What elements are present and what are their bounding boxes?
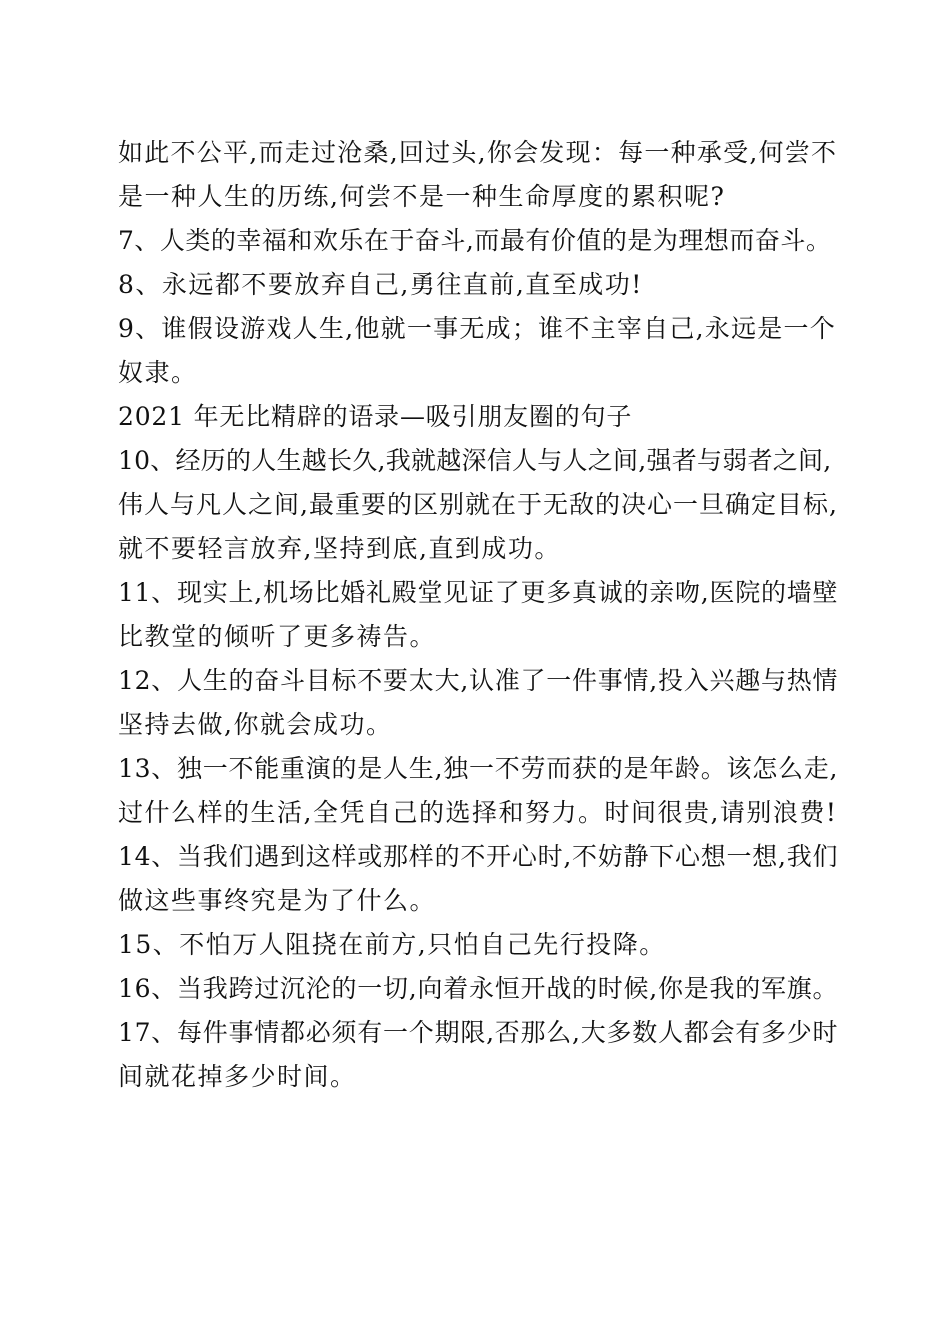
text-line: 坚持去做,你就会成功。	[118, 710, 393, 739]
quote-item-13: 13、独一不能重演的是人生,独一不劳而获的是年龄。该怎么走,	[118, 754, 839, 783]
quote-item-15: 15、不怕万人阻挠在前方,只怕自己先行投降。	[118, 930, 666, 959]
quote-item-16: 16、当我跨过沉沦的一切,向着永恒开战的时候,你是我的军旗。	[118, 974, 839, 1003]
quote-item-7: 7、人类的幸福和欢乐在于奋斗,而最有价值的是为理想而奋斗。	[118, 226, 832, 255]
text-line: 过什么样的生活,全凭自己的选择和努力。时间很贵,请别浪费!	[118, 798, 838, 827]
text-line: 是一种人生的历练,何尝不是一种生命厚度的累积呢?	[118, 182, 726, 211]
text-line: 如此不公平,而走过沧桑,回过头,你会发现：每一种承受,何尝不	[118, 138, 838, 167]
text-line: 奴隶。	[118, 358, 198, 387]
text-line: 做这些事终究是为了什么。	[118, 886, 437, 915]
quote-item-8: 8、永远都不要放弃自己,勇往直前,直至成功!	[118, 270, 643, 299]
quote-item-12: 12、人生的奋斗目标不要太大,认准了一件事情,投入兴趣与热情	[118, 666, 839, 695]
quote-item-14: 14、当我们遇到这样或那样的不开心时,不妨静下心想一想,我们	[118, 842, 839, 871]
quote-item-17: 17、每件事情都必须有一个期限,否那么,大多数人都会有多少时	[118, 1018, 839, 1047]
quote-item-9: 9、谁假设游戏人生,他就一事无成；谁不主宰自己,永远是一个	[118, 314, 837, 343]
text-line: 比教堂的倾听了更多祷告。	[118, 622, 437, 651]
quote-item-11: 11、现实上,机场比婚礼殿堂见证了更多真诚的亲吻,医院的墙壁	[118, 578, 839, 607]
section-heading: 2021 年无比精辟的语录—吸引朋友圈的句子	[118, 402, 633, 431]
text-line: 就不要轻言放弃,坚持到底,直到成功。	[118, 534, 561, 563]
quote-item-10: 10、经历的人生越长久,我就越深信人与人之间,强者与弱者之间,	[118, 446, 832, 475]
document-body	[118, 131, 838, 1099]
text-line: 伟人与凡人之间,最重要的区别就在于无敌的决心一旦确定目标,	[118, 490, 838, 519]
text-line: 间就花掉多少时间。	[118, 1062, 357, 1091]
